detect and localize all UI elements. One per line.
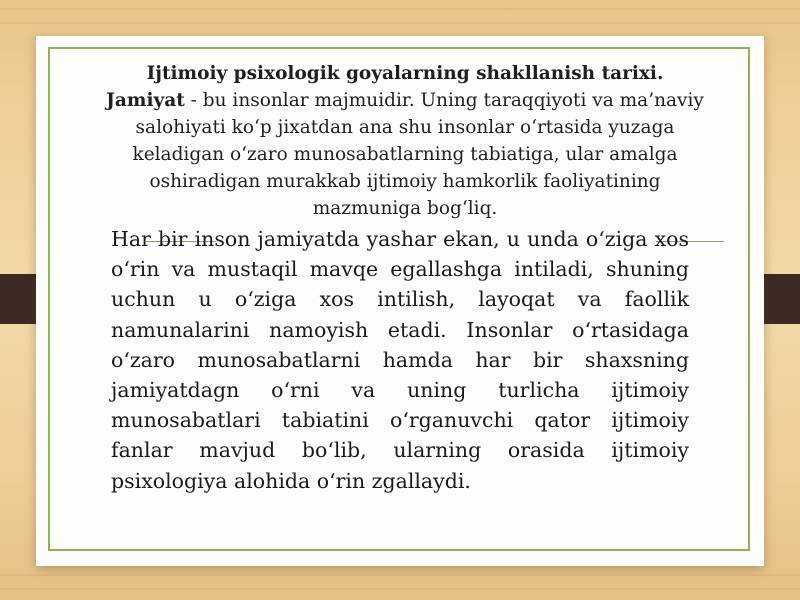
- wood-grain: [0, 574, 800, 576]
- slide-term: Jamiyat: [106, 90, 185, 111]
- wood-grain: [0, 8, 800, 10]
- slide-definition: - bu insonlar majmuidir. Uning taraqqiyoti va ma’naviy salohiyati ko‘p jixatdan ana shu insonlar o‘rtasida yuzaga keladigan o‘zaro munosabatlarning tabiatiga, ular amalga oshiradigan murakkab ijtimoiy hamkorlik faoliyatining mazmuniga bog‘liq.: [132, 90, 704, 219]
- slide-title-block: [106, 60, 704, 222]
- slide-body-text: Har bir inson jamiyatda yashar ekan, u unda o‘ziga xos o‘rin va mustaqil mavqe egallashga intiladi, shuning uchun u o‘ziga xos intilish, layoqat va faollik namunalarini namoyish etadi. Insonlar o‘rtasidaga o‘zaro munosabatlarni hamda har bir shaxsning jamiyatdagn o‘rni va uning turlicha ijtimoiy munosabatlari tabiatini o‘rganuvchi qator ijtimoiy fanlar mavjud bo‘lib, ularning orasida ijtimoiy psixologiya alohida o‘rin zgallaydi.: [111, 227, 689, 493]
- wood-grain: [0, 588, 800, 590]
- slide-heading: Ijtimoiy psixologik goyalarning shakllanish tarixi.: [146, 63, 664, 84]
- wood-grain: [0, 22, 800, 24]
